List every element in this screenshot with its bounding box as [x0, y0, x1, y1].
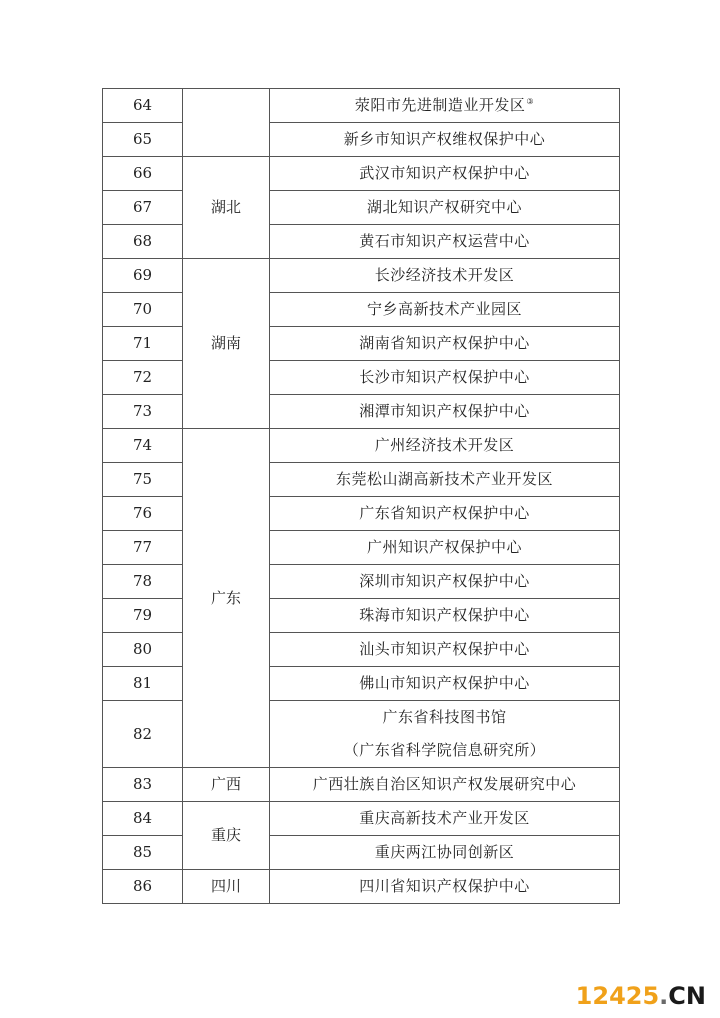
org-name: 四川省知识产权保护中心: [270, 870, 620, 904]
table-row: [103, 293, 620, 327]
row-number: 65: [103, 123, 183, 157]
table-row: [103, 565, 620, 599]
province-cell-guangxi: 广西: [183, 768, 270, 802]
org-name-line2: （广东省科学院信息研究所）: [343, 741, 546, 759]
row-number: 75: [103, 463, 183, 497]
row-number: 86: [103, 870, 183, 904]
row-number: 71: [103, 327, 183, 361]
org-name: 佛山市知识产权保护中心: [270, 667, 620, 701]
table-row: [103, 123, 620, 157]
province-cell-sichuan: 四川: [183, 870, 270, 904]
org-name: 广东省知识产权保护中心: [270, 497, 620, 531]
table-row: [103, 701, 620, 768]
site-watermark: [576, 982, 706, 1010]
table-row: [103, 836, 620, 870]
watermark-suffix: CN: [668, 982, 706, 1010]
org-name: 广西壮族自治区知识产权发展研究中心: [270, 768, 620, 802]
row-number: 73: [103, 395, 183, 429]
row-number: 85: [103, 836, 183, 870]
table-row: [103, 768, 620, 802]
row-number: 84: [103, 802, 183, 836]
org-name: 重庆高新技术产业开发区: [270, 802, 620, 836]
org-name: 湖南省知识产权保护中心: [270, 327, 620, 361]
row-number: 78: [103, 565, 183, 599]
table-row: [103, 259, 620, 293]
footnote-marker: ③: [526, 97, 535, 106]
row-number: 74: [103, 429, 183, 463]
row-number: 70: [103, 293, 183, 327]
org-name: 新乡市知识产权维权保护中心: [270, 123, 620, 157]
table-row: [103, 191, 620, 225]
org-name-line1: 广东省科技图书馆: [382, 708, 507, 726]
row-number: 67: [103, 191, 183, 225]
province-cell-chongqing: 重庆: [183, 802, 270, 870]
row-number: 66: [103, 157, 183, 191]
org-name: 荥阳市先进制造业开发区③: [270, 89, 620, 123]
province-cell-blank: [183, 89, 270, 157]
table-row: [103, 531, 620, 565]
row-number: 69: [103, 259, 183, 293]
table-row: [103, 327, 620, 361]
org-name: 湘潭市知识产权保护中心: [270, 395, 620, 429]
row-number: 79: [103, 599, 183, 633]
org-name: 湖北知识产权研究中心: [270, 191, 620, 225]
org-name: 广州经济技术开发区: [270, 429, 620, 463]
table-row: [103, 361, 620, 395]
watermark-digits: 12425: [575, 982, 660, 1010]
table-row: [103, 667, 620, 701]
org-name: 深圳市知识产权保护中心: [270, 565, 620, 599]
org-name: 广州知识产权保护中心: [270, 531, 620, 565]
table-row: [103, 395, 620, 429]
row-number: 83: [103, 768, 183, 802]
table-row: [103, 89, 620, 123]
table-row: [103, 225, 620, 259]
row-number: 64: [103, 89, 183, 123]
row-number: 76: [103, 497, 183, 531]
row-number: 72: [103, 361, 183, 395]
row-number: 80: [103, 633, 183, 667]
org-name: 黄石市知识产权运营中心: [270, 225, 620, 259]
table-row: [103, 497, 620, 531]
table-row: [103, 157, 620, 191]
org-name: 宁乡高新技术产业园区: [270, 293, 620, 327]
watermark-dot: .: [659, 982, 669, 1010]
table-row: [103, 633, 620, 667]
table-row: [103, 802, 620, 836]
org-name: 长沙经济技术开发区: [270, 259, 620, 293]
row-number: 81: [103, 667, 183, 701]
org-name: 武汉市知识产权保护中心: [270, 157, 620, 191]
org-name: 东莞松山湖高新技术产业开发区: [270, 463, 620, 497]
org-name: 汕头市知识产权保护中心: [270, 633, 620, 667]
org-name: [270, 701, 620, 768]
institution-table: [102, 88, 620, 904]
row-number: 77: [103, 531, 183, 565]
row-number: 82: [103, 701, 183, 768]
province-cell-guangdong: 广东: [183, 429, 270, 768]
table-row: [103, 870, 620, 904]
org-name: 珠海市知识产权保护中心: [270, 599, 620, 633]
table-row: [103, 463, 620, 497]
table-row: [103, 599, 620, 633]
row-number: 68: [103, 225, 183, 259]
province-cell-hubei: 湖北: [183, 157, 270, 259]
org-name: 长沙市知识产权保护中心: [270, 361, 620, 395]
org-name: 重庆两江协同创新区: [270, 836, 620, 870]
table-row: [103, 429, 620, 463]
province-cell-hunan: 湖南: [183, 259, 270, 429]
